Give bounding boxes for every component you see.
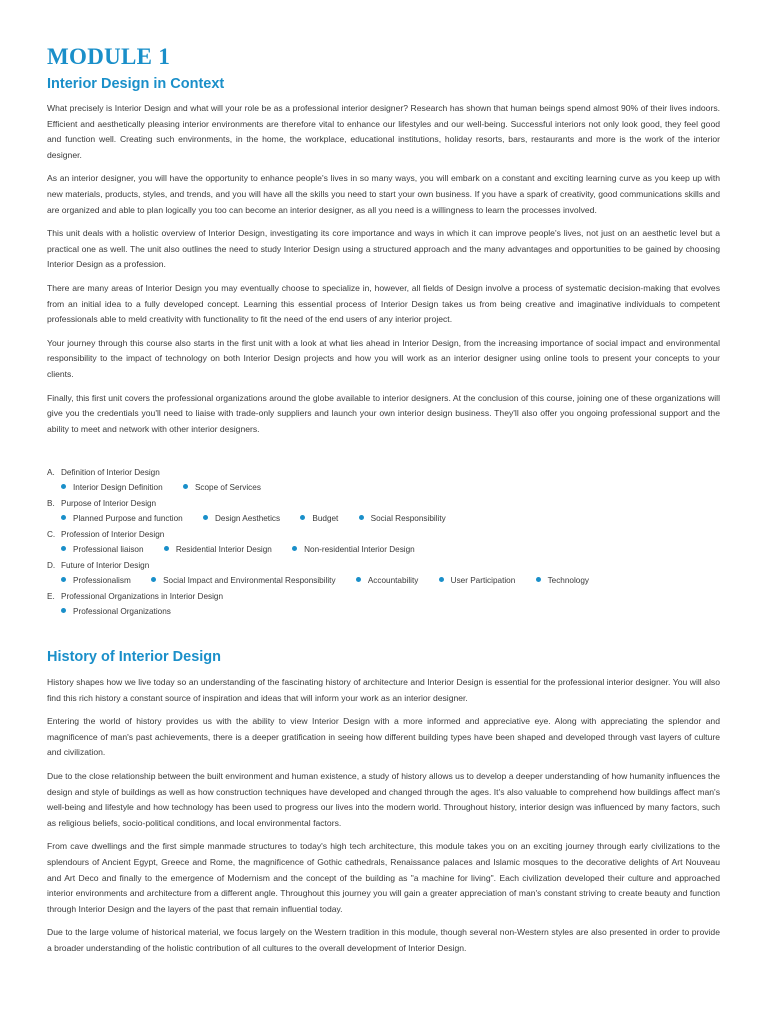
subtopic-text: Social Impact and Environmental Responsibility	[163, 576, 336, 585]
outline-letter: B.	[47, 499, 55, 508]
outline-subtopic	[536, 573, 589, 588]
outline-heading-text: Purpose of Interior Design	[61, 499, 157, 508]
outline-subtopic	[61, 573, 131, 588]
subtopic-text: Planned Purpose and function	[73, 514, 183, 523]
subtopic-text: User Participation	[450, 576, 516, 585]
bullet-icon	[183, 484, 188, 489]
outline-subtopic	[439, 573, 516, 588]
paragraph: Due to the large volume of historical material, we focus largely on the Western tradition in this module, though several non-Western styles are also presented in order to provide a broader understanding of the holistic contribution of all cultures to the overall development of Interior Design.	[47, 927, 720, 953]
outline-subtopic	[61, 511, 183, 526]
outline-heading	[47, 465, 727, 480]
subtopic-text: Budget	[312, 514, 339, 523]
outline-subtopic	[61, 542, 144, 557]
paragraph: From cave dwellings and the first simple manmade structures to today's high tech architecture, this module takes you on an exciting journey through early civilizations to the splendours of Ancient Egypt, Greece and Rome, the magnificence of Gothic cathedrals, Renaissance palaces and Islamic mosques to the decorative delights of Art Nouveau and Art Deco and finally to the emergence of Modernism and the concept of the building as "a machine for living". Each civilization developed their culture and approached interior environments and architecture from a different angle. Throughout this journey you will gain a greater appreciation of man's constant striving to create beauty and function through Interior Design and the layers of the past that remain influential today.	[47, 841, 720, 914]
outline-subtopic	[164, 542, 272, 557]
bullet-icon	[61, 577, 66, 582]
outline-subtopic	[183, 480, 261, 495]
paragraph: What precisely is Interior Design and what will your role be as a professional interior designer? Research has shown that human beings spend almost 90% of their lives indoors. Efficient and aesthetically pleasing interior environments are therefore vital to enhance our lifestyles and our well-being. Successful interiors not only look good, they feel good and function well. Creating such environments, in the home, the workplace, educational institutions, holiday resorts, bars, restaurants and more is the work of the interior designer.	[47, 103, 720, 160]
subtopic-text: Interior Design Definition	[73, 483, 163, 492]
outline-subtopics	[47, 573, 727, 589]
subtopic-text: Non-residential Interior Design	[304, 545, 415, 554]
outline-subtopic	[61, 480, 163, 495]
bullet-icon	[300, 515, 305, 520]
outline-subtopic	[151, 573, 335, 588]
paragraph: There are many areas of Interior Design you may eventually choose to specialize in, however, all fields of Design involve a process of systematic decision-making that evolves from an initial idea to a fully developed concept. Learning this essential process of Interior Design takes us from being creative and imaginative individuals to competent professionals able to meld creativity with functionality to fit the need of the end users of any interior project.	[47, 282, 720, 325]
paragraph: This unit deals with a holistic overview of Interior Design, investigating its core importance and ways in which it can improve people's lives, not just on an aesthetic level but a practical one as well. The unit also outlines the need to study Interior Design using a structured approach and the many advantages and opportunities to be gained by choosing Interior Design as a profession.	[47, 228, 720, 270]
subtopic-text: Professionalism	[73, 576, 131, 585]
paragraph: Due to the close relationship between the built environment and human existence, a study of history allows us to develop a deeper understanding of how humanity influences the design and style of buildings as well as how construction techniques have developed and changed through the ages. It's also valuable to comprehend how buildings affect man's well-being and lifestyle and how technology has been used to progress our lives into the modern world. Throughout history, interior design was influenced by many factors, such as religious beliefs, socio-political conditions, and local environmental factors.	[47, 770, 720, 828]
bullet-icon	[536, 577, 541, 582]
outline-subtopic	[61, 604, 171, 619]
paragraph: As an interior designer, you will have the opportunity to enhance people's lives in so many ways, you will embark on a constant and exciting learning curve as you keep up with new materials, products, styles, and trends, and you will have all the skills you need to start your own business. If you have a spark of creativity, good communications skills and are organized and able to plan logically you too can become an interior designer, as all you need is a willingness to learn the processes involved.	[47, 173, 720, 215]
outline-subtopics	[47, 604, 727, 620]
subtopic-text: Professional liaison	[73, 545, 144, 554]
topic-outline	[47, 465, 727, 620]
outline-heading-text: Professional Organizations in Interior Design	[61, 592, 224, 601]
bullet-icon	[61, 484, 66, 489]
outline-subtopic	[359, 511, 446, 526]
subtopic-text: Technology	[547, 576, 589, 585]
section-title-history-of-interior-design: History of Interior Design	[47, 649, 222, 665]
paragraph: Finally, this first unit covers the professional organizations around the globe available to interior designers. At the conclusion of this course, joining one of these organizations will give you the credentials you'll need to liaise with trade-only suppliers and launch your own interior design business. They'll also offer you ongoing professional support and the ability to meet and network with other interior designers.	[47, 392, 720, 434]
subtopic-text: Accountability	[367, 576, 419, 585]
outline-letter: D.	[47, 561, 56, 570]
paragraph: Entering the world of history provides us with the ability to view Interior Design with a more informed and appreciative eye. Along with appreciating the splendor and magnificence of man's past achievements, there is a deeper gratification in seeing how different building types have been shaped and developed through vast layers of culture and civilization.	[47, 716, 720, 758]
bullet-icon	[61, 515, 66, 520]
bullet-icon	[356, 577, 361, 582]
outline-subtopic	[356, 573, 419, 588]
bullet-icon	[151, 577, 156, 582]
bullet-icon	[164, 546, 169, 551]
bullet-icon	[61, 546, 66, 551]
bullet-icon	[203, 515, 208, 520]
bullet-icon	[61, 608, 66, 613]
outline-subtopic	[203, 511, 280, 526]
outline-heading	[47, 527, 727, 542]
subtopic-text: Social Responsibility	[370, 514, 446, 523]
module-title: MODULE 1	[47, 44, 171, 69]
outline-heading-text: Definition of Interior Design	[61, 468, 160, 477]
subtopic-text: Residential Interior Design	[175, 545, 272, 554]
subtopic-text: Design Aesthetics	[215, 514, 281, 523]
subtopic-text: Professional Organizations	[73, 607, 171, 616]
section1-body	[47, 101, 720, 445]
section2-body	[47, 675, 720, 965]
outline-heading	[47, 558, 727, 573]
bullet-icon	[359, 515, 364, 520]
bullet-icon	[439, 577, 444, 582]
section-title-interior-design-in-context: Interior Design in Context	[47, 76, 225, 92]
subtopic-text: Scope of Services	[194, 483, 261, 492]
outline-letter: E.	[47, 592, 55, 601]
outline-subtopics	[47, 542, 727, 558]
outline-subtopic	[292, 542, 415, 557]
paragraph: Your journey through this course also starts in the first unit with a look at what lies ahead in Interior Design, from the increasing importance of social impact and environmental responsibility to the impact of technology on both Interior Design projects and how you will work as an interior designer using online tools to present your concepts to your clients.	[47, 337, 720, 379]
outline-subtopics	[47, 480, 727, 496]
outline-letter: C.	[47, 530, 56, 539]
outline-heading	[47, 589, 727, 604]
outline-subtopic	[300, 511, 338, 526]
outline-letter: A.	[47, 468, 55, 477]
outline-heading-text: Future of Interior Design	[61, 561, 150, 570]
outline-heading-text: Profession of Interior Design	[61, 530, 165, 539]
bullet-icon	[292, 546, 297, 551]
outline-subtopics	[47, 511, 727, 527]
paragraph: History shapes how we live today so an understanding of the fascinating history of architecture and Interior Design is essential for the professional interior designer. You will also find this rich history a constant source of inspiration and ideas that will inform your work as an interior designer.	[47, 677, 720, 703]
outline-heading	[47, 496, 727, 511]
